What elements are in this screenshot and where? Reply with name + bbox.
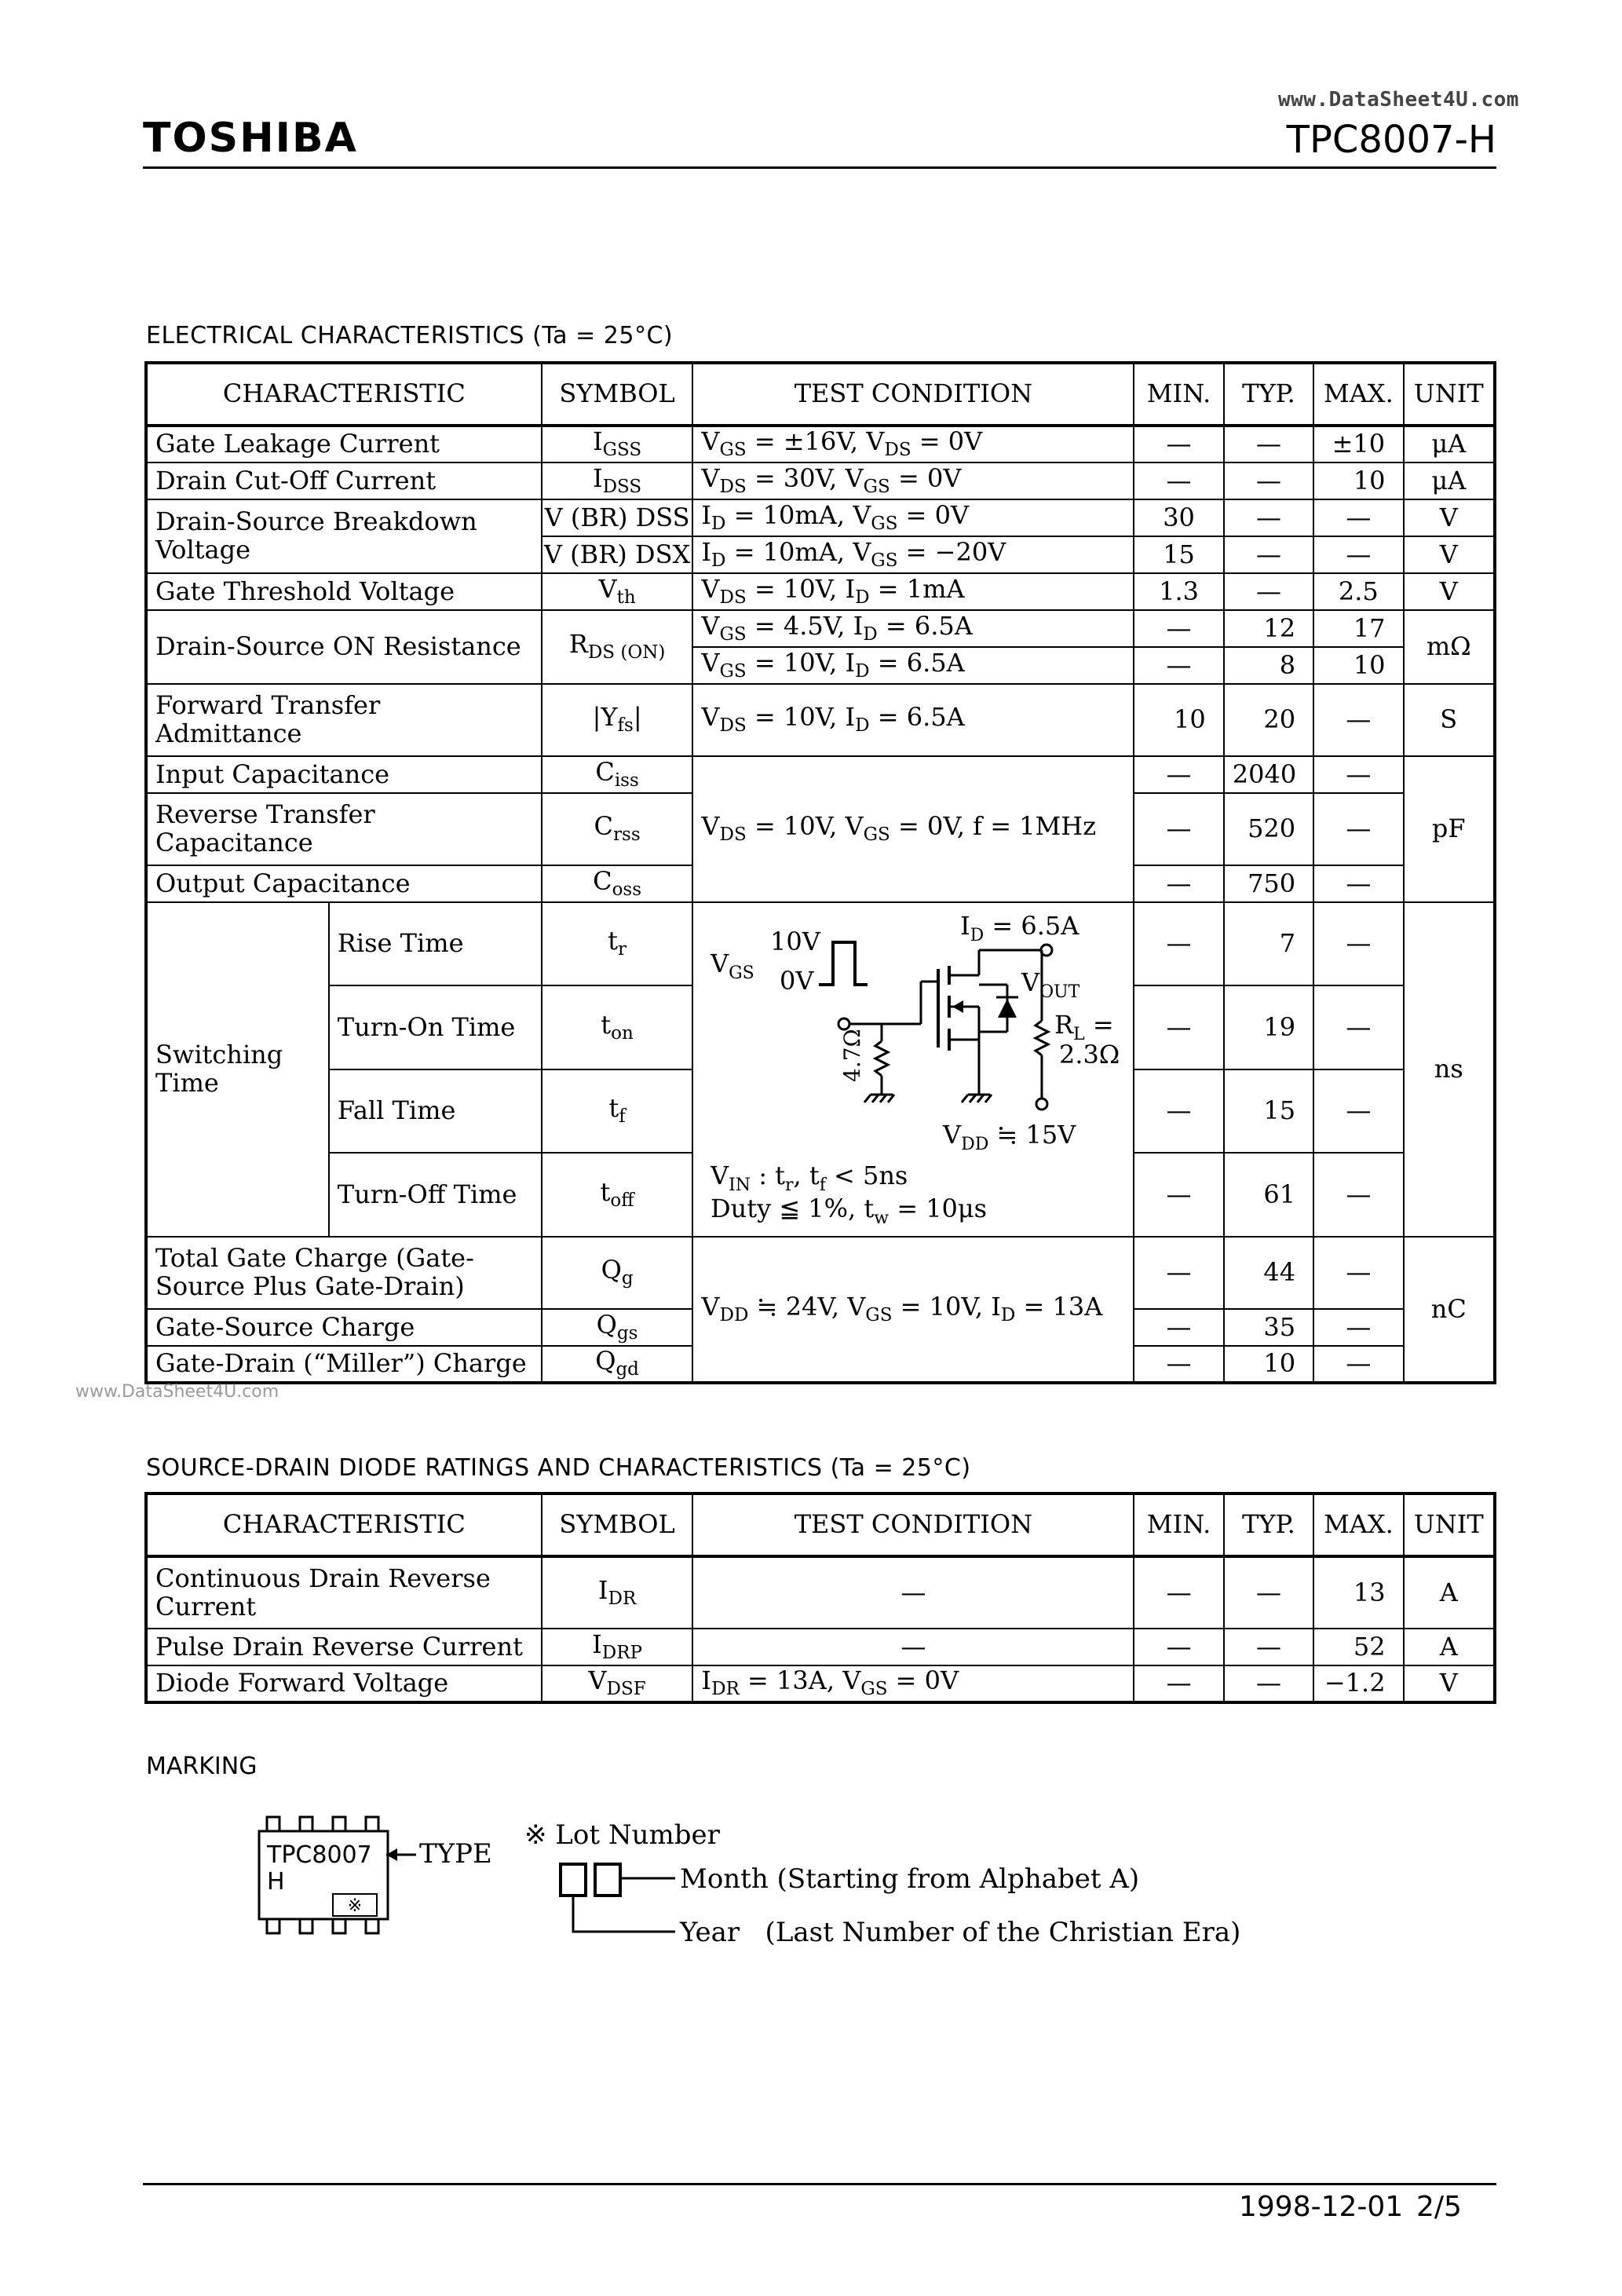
max: —	[1313, 985, 1403, 1069]
min: —	[1134, 902, 1223, 985]
test-condition: $I_{DR} = 13A$, $V_{GS} = 0V$	[692, 1665, 1134, 1702]
table-row	[146, 610, 1495, 647]
typ: 15	[1224, 1069, 1313, 1153]
typ: —	[1224, 573, 1313, 610]
max: —	[1313, 1069, 1403, 1153]
test-condition: $V_{GS} = \pm 16V$, $V_{DS} = 0V$	[692, 426, 1134, 462]
col-test-condition: TEST CONDITION	[692, 363, 1134, 426]
characteristic: Diode Forward Voltage	[146, 1665, 542, 1702]
min: —	[1134, 1309, 1223, 1346]
col-min: MIN.	[1134, 1493, 1223, 1556]
col-unit: UNIT	[1404, 363, 1495, 426]
symbol: $V_{th}$	[542, 573, 693, 610]
col-symbol: SYMBOL	[542, 363, 693, 426]
characteristic: Drain-Source Breakdown Voltage	[146, 499, 542, 573]
type-label: TYPE	[419, 1838, 492, 1870]
symbol: $I_{DSS}$	[542, 462, 693, 499]
footer-rule	[143, 2183, 1496, 2185]
table-header	[146, 1493, 1495, 1556]
min: —	[1134, 1556, 1223, 1629]
watermark-url: www.DataSheet4U.com	[1278, 88, 1519, 112]
characteristic: Output Capacitance	[146, 865, 542, 902]
label-duty-note: Duty ≦ 1%, tw = 10μs	[711, 1193, 988, 1228]
characteristic: Gate-Drain (“Miller”) Charge	[146, 1346, 542, 1383]
test-condition: $V_{DS} = 10V$, $V_{GS} = 0V$, f = 1MHz	[692, 756, 1134, 902]
max: 10	[1313, 647, 1403, 684]
max: —	[1313, 1346, 1403, 1383]
page-number: 2/5	[1416, 2191, 1462, 2223]
table-row	[146, 499, 1495, 536]
symbol: $t_{off}$	[542, 1153, 693, 1237]
col-typ: TYP.	[1224, 1493, 1313, 1556]
typ: 750	[1224, 865, 1313, 902]
gate-terminal	[838, 1018, 849, 1029]
max: —	[1313, 1237, 1403, 1309]
max: 17	[1313, 610, 1403, 647]
min: —	[1134, 462, 1223, 499]
typ: 19	[1224, 985, 1313, 1069]
label-vdd: VDD ≒ 15V	[943, 1119, 1076, 1154]
symbol: $I_{DRP}$	[542, 1629, 693, 1665]
min: —	[1134, 1153, 1223, 1237]
characteristic: Total Gate Charge (Gate-Source Plus Gate-Drain)	[146, 1237, 542, 1309]
typ: 35	[1224, 1309, 1313, 1346]
symbol: $C_{iss}$	[542, 756, 693, 793]
symbol: $I_{DR}$	[542, 1556, 693, 1629]
table-row	[146, 426, 1495, 462]
label-vout: VOUT	[1021, 967, 1080, 1002]
test-condition: $I_D = 10mA$, $V_{GS} = -20V$	[692, 536, 1134, 573]
ground-icon	[864, 1095, 894, 1102]
lot-mark: ※	[347, 1896, 363, 1916]
col-max: MAX.	[1313, 363, 1403, 426]
col-test-condition: TEST CONDITION	[692, 1493, 1134, 1556]
table-header	[146, 363, 1495, 426]
typ: 10	[1224, 1346, 1313, 1383]
unit: ns	[1404, 902, 1495, 1237]
min: 30	[1134, 499, 1223, 536]
min: —	[1134, 610, 1223, 647]
typ: —	[1224, 462, 1313, 499]
label-vgs: VGS	[711, 948, 755, 983]
typ: 520	[1224, 793, 1313, 865]
symbol: V (BR) DSX	[542, 536, 693, 573]
lot-number-title: ※ Lot Number	[524, 1819, 720, 1851]
header-rule	[143, 166, 1496, 169]
typ: —	[1224, 1556, 1313, 1629]
brand-logo: TOSHIBA	[143, 115, 358, 162]
symbol: $t_r$	[542, 902, 693, 985]
test-condition: $V_{DS} = 10V$, $I_D = 1mA$	[692, 573, 1134, 610]
test-condition: $V_{DS} = 10V$, $I_D = 6.5A$	[692, 684, 1134, 756]
diode-title: SOURCE-DRAIN DIODE RATINGS AND CHARACTERISTICS (Ta = 25°C)	[146, 1454, 971, 1482]
min: —	[1134, 1346, 1223, 1383]
gate-resistor	[875, 1041, 888, 1076]
label-gate-res: 4.7Ω	[839, 1029, 866, 1082]
max: —	[1313, 902, 1403, 985]
col-min: MIN.	[1134, 363, 1223, 426]
package-pins-bottom	[267, 1919, 378, 1933]
electrical-table	[144, 361, 1496, 1384]
electrical-title: ELECTRICAL CHARACTERISTICS (Ta = 25°C)	[146, 322, 674, 349]
package-type-text: TPC8007	[267, 1841, 372, 1869]
min: —	[1134, 1237, 1223, 1309]
label-rl-value: 2.3Ω	[1059, 1039, 1120, 1069]
min: —	[1134, 865, 1223, 902]
table-row	[146, 684, 1495, 756]
characteristic: Gate Threshold Voltage	[146, 573, 542, 610]
table-row	[146, 462, 1495, 499]
col-characteristic: CHARACTERISTIC	[146, 1493, 542, 1556]
unit: A	[1404, 1556, 1495, 1629]
table-row	[146, 1556, 1495, 1629]
switch-param: Rise Time	[329, 902, 542, 985]
unit: V	[1404, 1665, 1495, 1702]
unit: V	[1404, 536, 1495, 573]
characteristic: Reverse Transfer Capacitance	[146, 793, 542, 865]
col-characteristic: CHARACTERISTIC	[146, 363, 542, 426]
test-condition: $V_{DS} = 30V$, $V_{GS} = 0V$	[692, 462, 1134, 499]
test-condition: —	[692, 1556, 1134, 1629]
test-condition: $V_{GS} = 10V$, $I_D = 6.5A$	[692, 647, 1134, 684]
unit: nC	[1404, 1237, 1495, 1383]
symbol: $t_{on}$	[542, 985, 693, 1069]
label-10v: 10V	[770, 926, 821, 956]
table-row	[146, 1237, 1495, 1309]
switch-param: Turn-On Time	[329, 985, 542, 1069]
unit: mΩ	[1404, 610, 1495, 684]
typ: 7	[1224, 902, 1313, 985]
max: ±10	[1313, 426, 1403, 462]
vdd-terminal	[1036, 1099, 1047, 1110]
symbol: $Q_g$	[542, 1237, 693, 1309]
max: 2.5	[1313, 573, 1403, 610]
characteristic: Forward Transfer Admittance	[146, 684, 542, 756]
test-condition: —	[692, 1629, 1134, 1665]
unit: V	[1404, 499, 1495, 536]
max: 10	[1313, 462, 1403, 499]
min: —	[1134, 1665, 1223, 1702]
characteristic: Gate-Source Charge	[146, 1309, 542, 1346]
symbol: $R_{DS (ON)}$	[542, 610, 693, 684]
test-condition: $V_{GS} = 4.5V$, $I_D = 6.5A$	[692, 610, 1134, 647]
table-row	[146, 573, 1495, 610]
unit: μA	[1404, 426, 1495, 462]
typ: —	[1224, 536, 1313, 573]
min: 1.3	[1134, 573, 1223, 610]
characteristic: Drain Cut-Off Current	[146, 462, 542, 499]
symbol: $Q_{gd}$	[542, 1346, 693, 1383]
test-condition: $V_{DD}$ ≒ 24V, $V_{GS} = 10V$, $I_D = 13A$	[692, 1237, 1134, 1383]
max: 52	[1313, 1629, 1403, 1665]
label-vin-note: VIN : tr, tf < 5ns	[711, 1160, 908, 1195]
table-row	[146, 902, 1495, 985]
ground-icon	[962, 1095, 992, 1102]
unit: pF	[1404, 756, 1495, 902]
typ: 20	[1224, 684, 1313, 756]
switching-test-circuit	[692, 902, 1134, 1237]
footer-date: 1998-12-01	[1239, 2191, 1404, 2223]
marking-diagram	[251, 1806, 1272, 1955]
symbol: $C_{oss}$	[542, 865, 693, 902]
watermark-side: www.DataSheet4U.com	[75, 1382, 279, 1402]
table-row	[146, 1665, 1495, 1702]
unit: S	[1404, 684, 1495, 756]
switch-param: Turn-Off Time	[329, 1153, 542, 1237]
characteristic: Drain-Source ON Resistance	[146, 610, 542, 684]
package-h-text: H	[267, 1868, 285, 1896]
diode-icon	[998, 999, 1017, 1018]
min: —	[1134, 1069, 1223, 1153]
unit: V	[1404, 573, 1495, 610]
min: 10	[1134, 684, 1223, 756]
col-typ: TYP.	[1224, 363, 1313, 426]
min: —	[1134, 426, 1223, 462]
package-pins-top	[267, 1817, 378, 1831]
symbol: V (BR) DSS	[542, 499, 693, 536]
switch-param: Fall Time	[329, 1069, 542, 1153]
symbol: $Q_{gs}$	[542, 1309, 693, 1346]
symbol: $I_{GSS}$	[542, 426, 693, 462]
load-resistor	[1036, 1021, 1048, 1055]
col-symbol: SYMBOL	[542, 1493, 693, 1556]
characteristic: Input Capacitance	[146, 756, 542, 793]
unit: μA	[1404, 462, 1495, 499]
max: —	[1313, 793, 1403, 865]
month-box	[595, 1864, 620, 1896]
max: —	[1313, 536, 1403, 573]
switching-time-label: Switching Time	[146, 902, 329, 1237]
year-legend: Year (Last Number of the Christian Era)	[680, 1917, 1241, 1948]
min: —	[1134, 985, 1223, 1069]
label-id: ID = 6.5A	[960, 910, 1080, 945]
min: 15	[1134, 536, 1223, 573]
part-number: TPC8007-H	[1286, 118, 1496, 162]
symbol: $V_{DSF}$	[542, 1665, 693, 1702]
max: 13	[1313, 1556, 1403, 1629]
symbol: $C_{rss}$	[542, 793, 693, 865]
typ: 8	[1224, 647, 1313, 684]
typ: 44	[1224, 1237, 1313, 1309]
table-row	[146, 1629, 1495, 1665]
pulse-waveform	[819, 942, 868, 985]
characteristic: Gate Leakage Current	[146, 426, 542, 462]
min: —	[1134, 793, 1223, 865]
year-box	[561, 1864, 586, 1896]
typ: 2040	[1224, 756, 1313, 793]
characteristic: Pulse Drain Reverse Current	[146, 1629, 542, 1665]
typ: —	[1224, 426, 1313, 462]
typ: —	[1224, 499, 1313, 536]
month-legend: Month (Starting from Alphabet A)	[680, 1863, 1140, 1895]
max: —	[1313, 1153, 1403, 1237]
min: —	[1134, 647, 1223, 684]
test-condition: $I_D = 10mA$, $V_{GS} = 0V$	[692, 499, 1134, 536]
max: —	[1313, 684, 1403, 756]
min: —	[1134, 756, 1223, 793]
characteristic: Continuous Drain Reverse Current	[146, 1556, 542, 1629]
max: —	[1313, 499, 1403, 536]
label-0v: 0V	[780, 965, 814, 996]
typ: —	[1224, 1665, 1313, 1702]
col-unit: UNIT	[1404, 1493, 1495, 1556]
label-rl: RL =	[1054, 1009, 1115, 1044]
max: −1.2	[1313, 1665, 1403, 1702]
typ: 12	[1224, 610, 1313, 647]
diode-table	[144, 1492, 1496, 1704]
unit: A	[1404, 1629, 1495, 1665]
symbol: $t_f$	[542, 1069, 693, 1153]
marking-title: MARKING	[146, 1753, 258, 1780]
col-max: MAX.	[1313, 1493, 1403, 1556]
min: —	[1134, 1629, 1223, 1665]
table-row	[146, 756, 1495, 793]
max: —	[1313, 1309, 1403, 1346]
typ: —	[1224, 1629, 1313, 1665]
typ: 61	[1224, 1153, 1313, 1237]
max: —	[1313, 865, 1403, 902]
symbol: $|Y_{fs}|$	[542, 684, 693, 756]
max: —	[1313, 756, 1403, 793]
